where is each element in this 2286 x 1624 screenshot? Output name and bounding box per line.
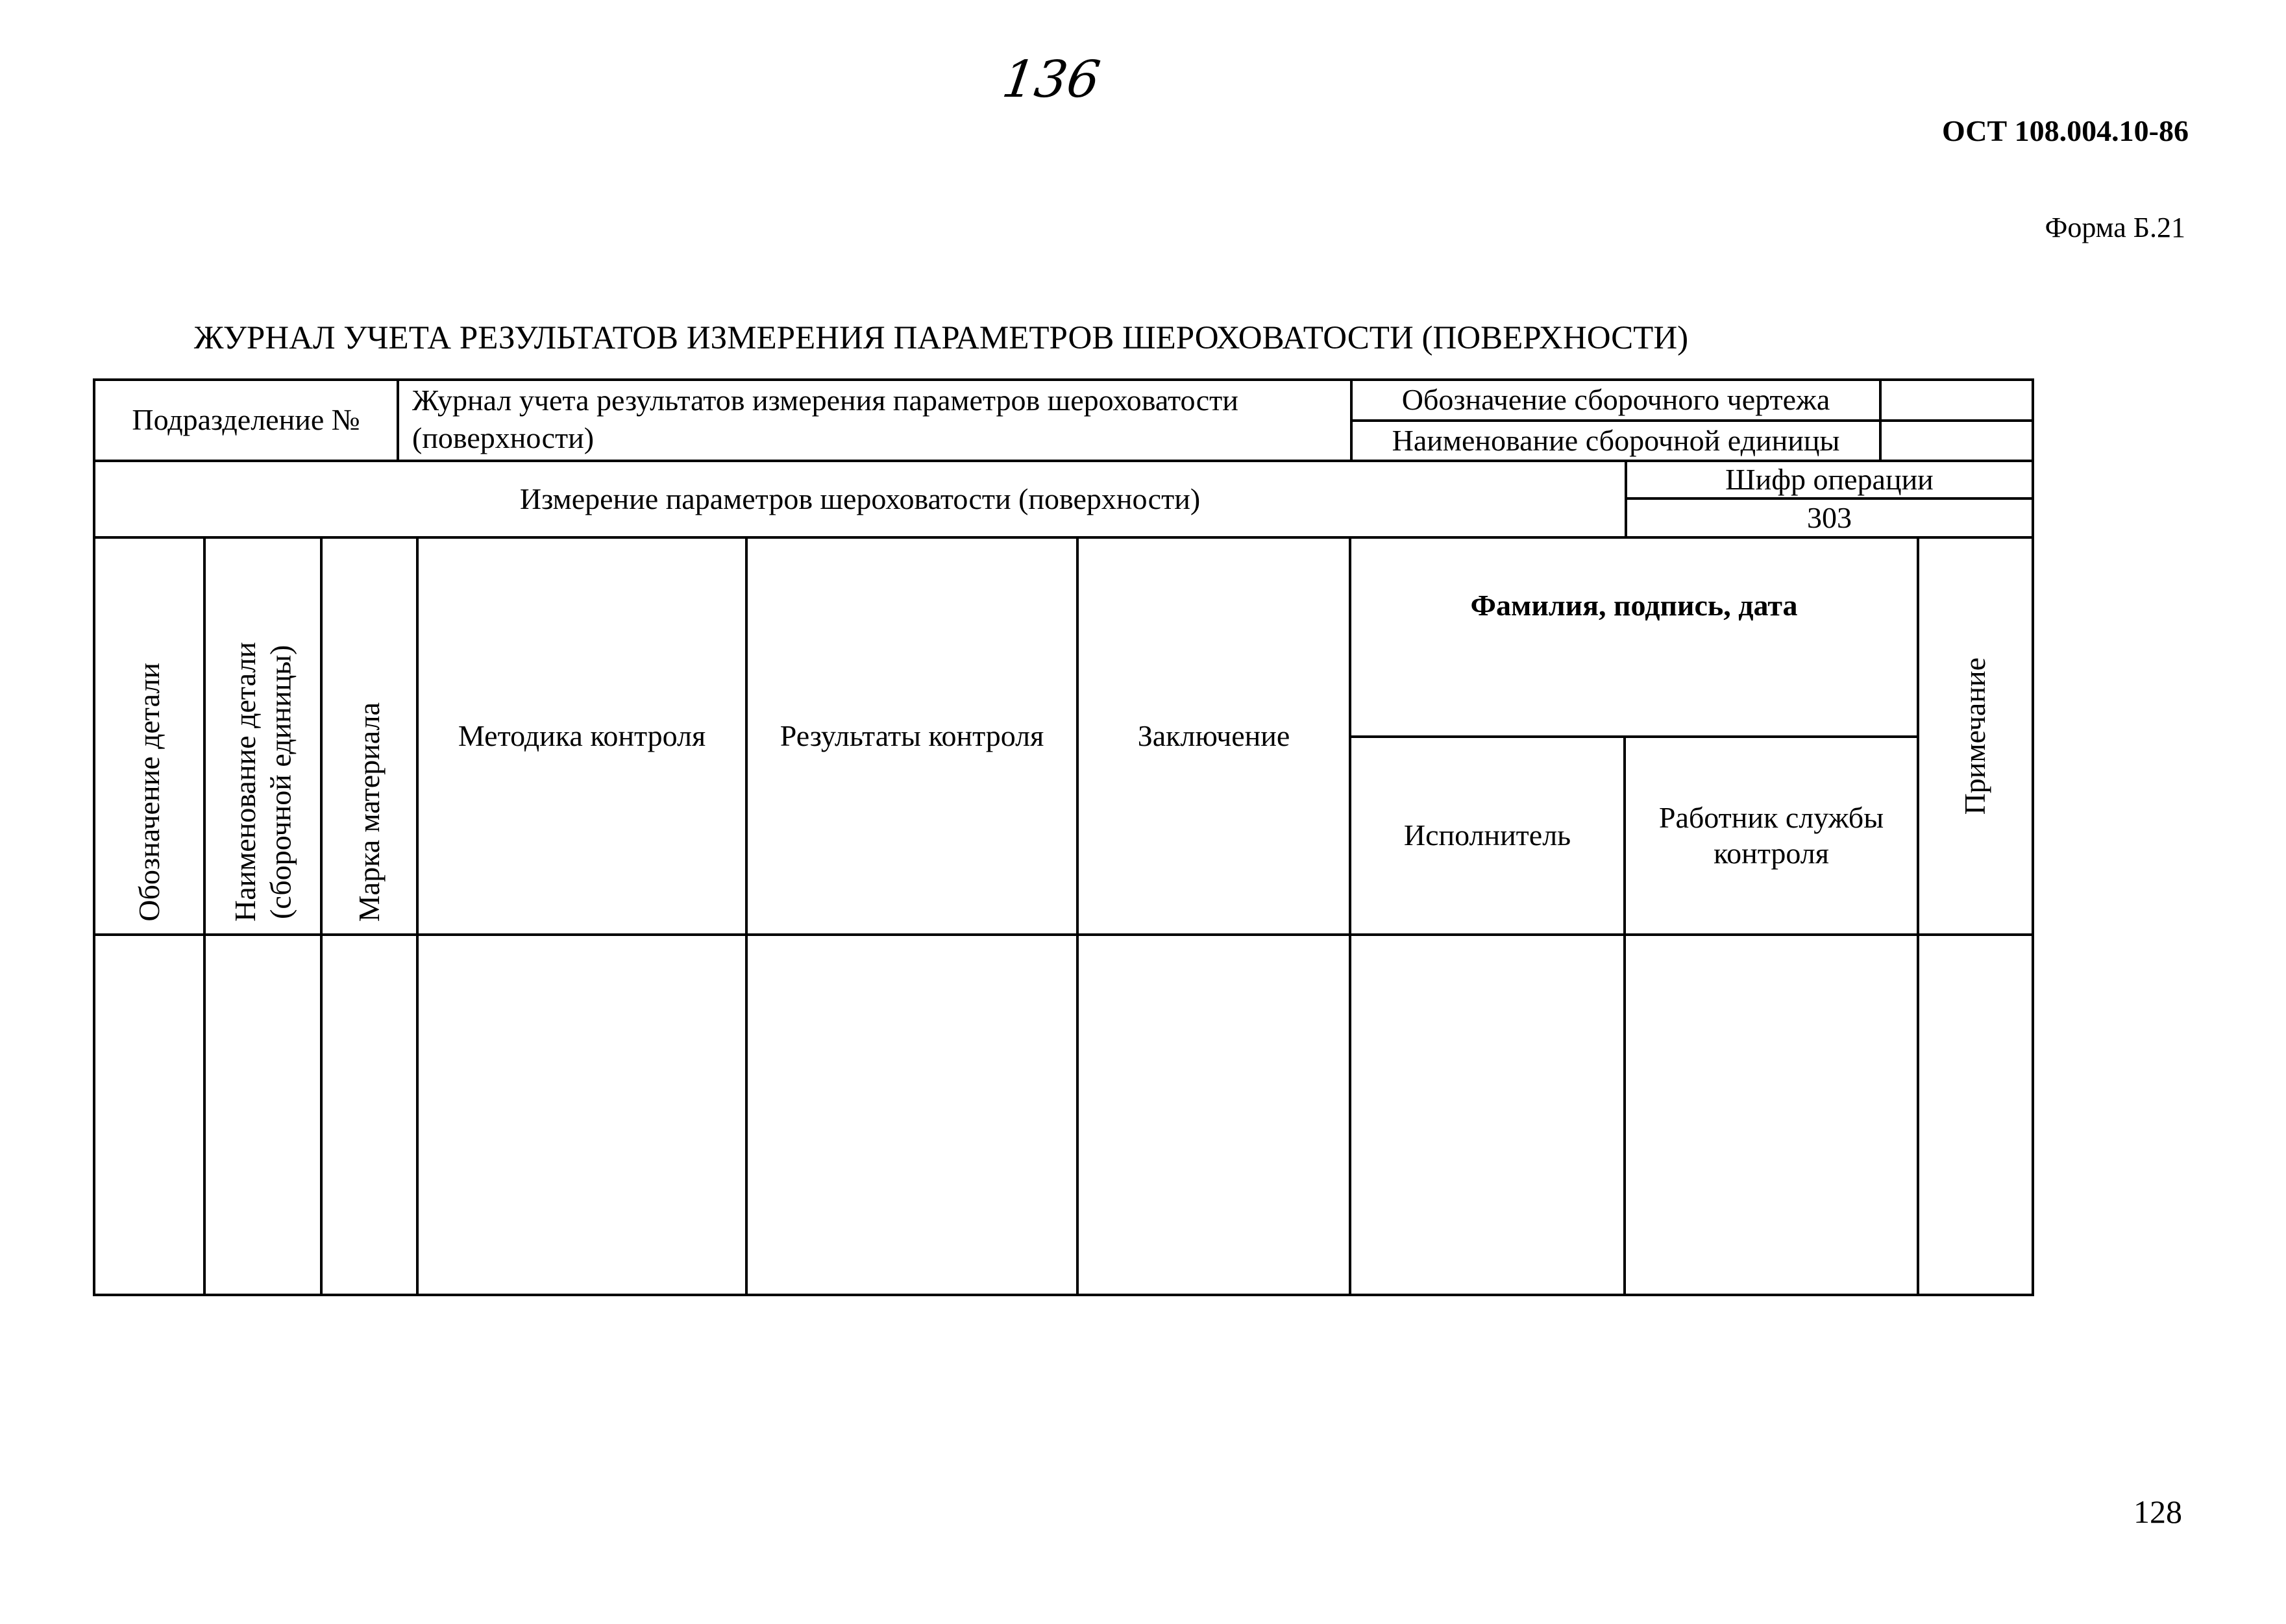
assembly-drawing-value[interactable]: [1880, 380, 2033, 421]
assembly-unit-label: Наименование сборочной единицы: [1392, 423, 1840, 457]
data-cell-note[interactable]: [1918, 935, 2033, 1295]
col-part-designation: [94, 537, 204, 935]
col-part-designation-label: Обозначение детали: [132, 663, 166, 922]
handwritten-page-number: 136: [998, 51, 1104, 109]
data-cell-part-name[interactable]: [204, 935, 321, 1295]
journal-name-line1: Журнал учета результатов измерения параметров шероховатости: [412, 384, 1238, 417]
col-executor: Исполнитель: [1403, 818, 1571, 852]
assembly-unit-value[interactable]: [1880, 421, 2033, 461]
data-cell-conclusion[interactable]: [1077, 935, 1350, 1295]
division-label: Подразделение №: [132, 403, 360, 437]
col-note: [1918, 537, 2033, 935]
data-cell-method[interactable]: [417, 935, 746, 1295]
data-cell-inspector[interactable]: [1625, 935, 1918, 1295]
data-cell-material-grade[interactable]: [321, 935, 417, 1295]
operation-code-label: Шифр операции: [1725, 462, 1934, 496]
col-part-name-label: Наименование детали (сборочной единицы): [228, 642, 297, 922]
journal-name-line2: (поверхности): [412, 421, 595, 454]
operation-code-value: 303: [1807, 500, 1852, 534]
col-inspector: Работник службы контроля: [1658, 801, 1884, 870]
col-material-grade-label: Марка материала: [352, 702, 386, 922]
col-signature-group: Фамилия, подпись, дата: [1470, 589, 1798, 622]
operation-name: Измерение параметров шероховатости (поверхности): [519, 482, 1201, 515]
assembly-drawing-label: Обозначение сборочного чертежа: [1401, 383, 1830, 417]
journal-name-cell: [412, 382, 1347, 457]
col-note-label: Примечание: [1958, 657, 1992, 815]
col-material-grade: [321, 537, 417, 935]
col-method: Методика контроля: [458, 719, 706, 752]
page-number: 128: [2133, 1494, 2182, 1530]
form-label: Форма Б.21: [2045, 212, 2185, 243]
document-title: ЖУРНАЛ УЧЕТА РЕЗУЛЬТАТОВ ИЗМЕРЕНИЯ ПАРАМЕТРОВ ШЕРОХОВАТОСТИ (ПОВЕРХНОСТИ): [193, 320, 1689, 356]
col-part-name: [204, 537, 321, 935]
data-cell-results[interactable]: [746, 935, 1077, 1295]
col-conclusion: Заключение: [1137, 719, 1290, 752]
col-results: Результаты контроля: [780, 719, 1044, 752]
data-cell-executor[interactable]: [1350, 935, 1625, 1295]
standard-code: ОСТ 108.004.10-86: [1941, 114, 2189, 147]
data-cell-part-designation[interactable]: [94, 935, 204, 1295]
